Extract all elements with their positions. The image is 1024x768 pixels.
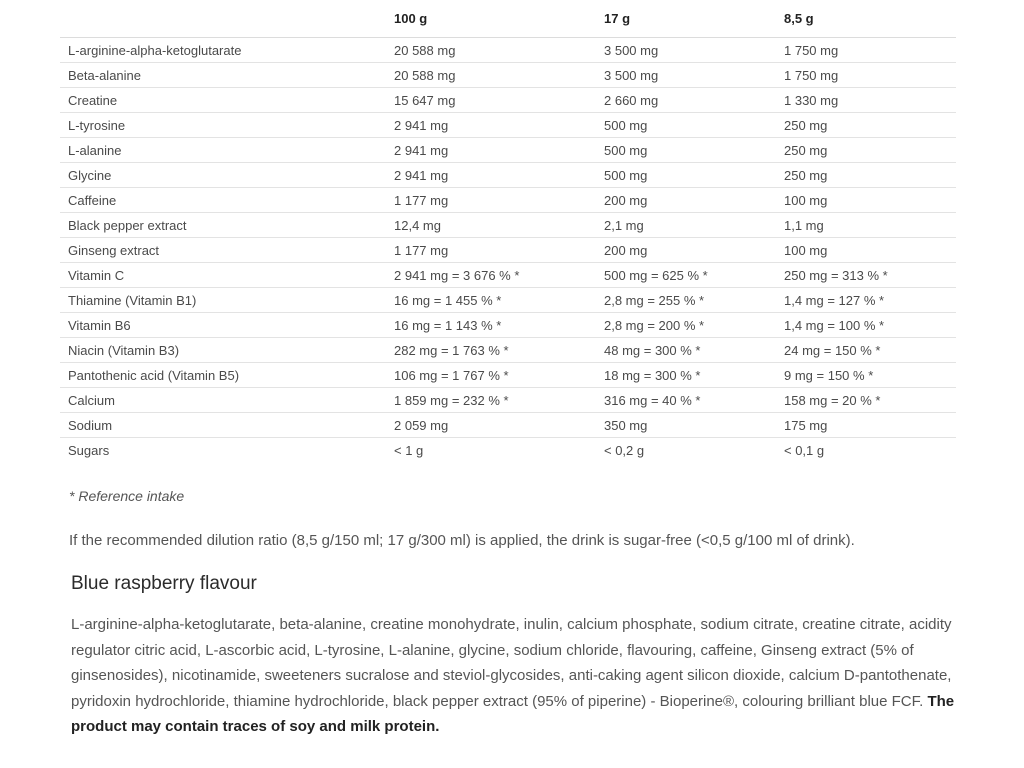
dilution-note: If the recommended dilution ratio (8,5 g/150 ml; 17 g/300 ml) is applied, the drink is sugar-free (<0,5 g/100 ml of drink). [69,532,855,549]
table-row [60,113,956,138]
nutrient-value-cell: 1 750 mg [776,38,956,63]
nutrient-value-cell: 2,1 mg [596,213,776,238]
nutrient-value-cell: 15 647 mg [386,88,596,113]
header-8-5g: 8,5 g [776,0,956,38]
nutrient-value-cell: 3 500 mg [596,38,776,63]
nutrient-name-cell: Sodium [60,413,386,438]
nutrient-value-cell: 48 mg = 300 % * [596,338,776,363]
nutrient-value-cell: 16 mg = 1 455 % * [386,288,596,313]
nutrient-value-cell: 500 mg [596,138,776,163]
nutrient-value-cell: 500 mg [596,113,776,138]
nutrient-name-cell: Black pepper extract [60,213,386,238]
nutrient-name-cell: L-alanine [60,138,386,163]
flavour-title: Blue raspberry flavour [71,573,257,594]
nutrient-value-cell: 1,4 mg = 100 % * [776,313,956,338]
nutrient-value-cell: 2 059 mg [386,413,596,438]
allergen-note: The product may contain traces of soy and milk protein. [71,692,955,735]
table-row [60,63,956,88]
nutrient-value-cell: 20 588 mg [386,63,596,88]
nutrient-value-cell: 9 mg = 150 % * [776,363,956,388]
nutrient-value-cell: 250 mg [776,163,956,188]
nutrient-value-cell: < 0,2 g [604,442,645,458]
nutrient-value-cell: 18 mg = 300 % * [596,363,776,388]
nutrient-value-cell: 175 mg [776,413,956,438]
nutrient-value-cell: 200 mg [596,238,776,263]
nutrient-name-cell: Ginseng extract [60,238,386,263]
nutrient-value-cell: 2 941 mg [386,163,596,188]
table-row [60,263,956,288]
nutrient-value-cell: < 0,1 g [784,442,825,458]
nutrient-value-cell: 3 500 mg [596,63,776,88]
nutrition-table [60,0,956,462]
header-17g: 17 g [596,0,776,38]
table-row [60,138,956,163]
table-row [60,213,956,238]
nutrient-name-cell: Niacin (Vitamin B3) [60,338,386,363]
nutrient-name-cell: Caffeine [60,188,386,213]
nutrient-name-cell: Creatine [60,88,386,113]
table-row [60,38,956,63]
table-row [60,388,956,413]
nutrient-value-cell: 2,8 mg = 255 % * [596,288,776,313]
nutrient-value-cell: 316 mg = 40 % * [596,388,776,413]
nutrient-value-cell: 500 mg = 625 % * [596,263,776,288]
nutrient-value-cell: 500 mg [596,163,776,188]
nutrient-value-cell: 250 mg [776,138,956,163]
nutrient-value-cell: 1 859 mg = 232 % * [386,388,596,413]
nutrient-name-cell: Vitamin C [60,263,386,288]
table-header-row [60,0,956,38]
nutrient-name-cell: Vitamin B6 [60,313,386,338]
table-row [60,413,956,438]
nutrient-name-cell: Calcium [60,388,386,413]
nutrient-value-cell: 20 588 mg [386,38,596,63]
nutrient-value-cell: 2 941 mg [386,113,596,138]
nutrient-name-cell: Sugars [68,442,110,458]
nutrient-value-cell: 2 941 mg = 3 676 % * [386,263,596,288]
nutrient-value-cell: 1,4 mg = 127 % * [776,288,956,313]
ingredients-list: L-arginine-alpha-ketoglutarate, beta-alanine, creatine monohydrate, inulin, calcium phosphate, sodium citrate, creatine citrate, acidity regulator citric acid, L-ascorbic acid, L-tyrosine, L-alanine, glycine, sodium chloride, flavouring, caffeine, Ginseng extract (5% of ginsenosides), nicotinamide, sweeteners sucralose and steviol-glycosides, anti-caking agent silicon dioxide, calcium D-pantothenate, pyridoxin hydrochloride, thiamine hydrochloride, black pepper extract (95% of piperine) - Bioperine®, colouring brilliant blue FCF. [71,616,952,710]
table-row [60,363,956,388]
nutrient-name-cell: L-arginine-alpha-ketoglutarate [60,38,386,63]
header-100g: 100 g [386,0,596,38]
nutrient-value-cell: 100 mg [776,188,956,213]
table-row [60,163,956,188]
nutrient-name-cell: Thiamine (Vitamin B1) [60,288,386,313]
table-row [60,88,956,113]
table-row [60,188,956,213]
nutrient-value-cell: 1,1 mg [776,213,956,238]
nutrient-value-cell: 1 177 mg [386,238,596,263]
table-row [60,288,956,313]
nutrient-value-cell: 106 mg = 1 767 % * [386,363,596,388]
nutrient-value-cell: 200 mg [596,188,776,213]
nutrient-value-cell: 1 177 mg [386,188,596,213]
nutrient-value-cell: 350 mg [596,413,776,438]
nutrient-value-cell: 250 mg [776,113,956,138]
nutrient-value-cell: 2,8 mg = 200 % * [596,313,776,338]
nutrient-value-cell: 2 660 mg [596,88,776,113]
nutrient-value-cell: 2 941 mg [386,138,596,163]
nutrient-name-cell: L-tyrosine [60,113,386,138]
nutrient-value-cell: 158 mg = 20 % * [776,388,956,413]
ingredients-text [71,612,956,740]
nutrient-value-cell: 12,4 mg [386,213,596,238]
nutrient-value-cell: 24 mg = 150 % * [776,338,956,363]
header-ingredient [60,0,386,38]
nutrient-name-cell: Beta-alanine [60,63,386,88]
nutrient-value-cell: 16 mg = 1 143 % * [386,313,596,338]
nutrient-value-cell: 100 mg [776,238,956,263]
table-row [60,313,956,338]
table-row [60,438,956,463]
nutrient-name-cell: Pantothenic acid (Vitamin B5) [60,363,386,388]
nutrition-table-container [60,0,956,462]
nutrient-value-cell: 250 mg = 313 % * [776,263,956,288]
nutrition-table-body [60,38,956,463]
nutrient-value-cell: < 1 g [394,442,424,458]
nutrient-value-cell: 1 750 mg [776,63,956,88]
nutrient-name-cell: Glycine [60,163,386,188]
table-row [60,238,956,263]
reference-intake-footnote: * Reference intake [69,488,185,504]
nutrient-value-cell: 1 330 mg [776,88,956,113]
table-row [60,338,956,363]
nutrient-value-cell: 282 mg = 1 763 % * [386,338,596,363]
